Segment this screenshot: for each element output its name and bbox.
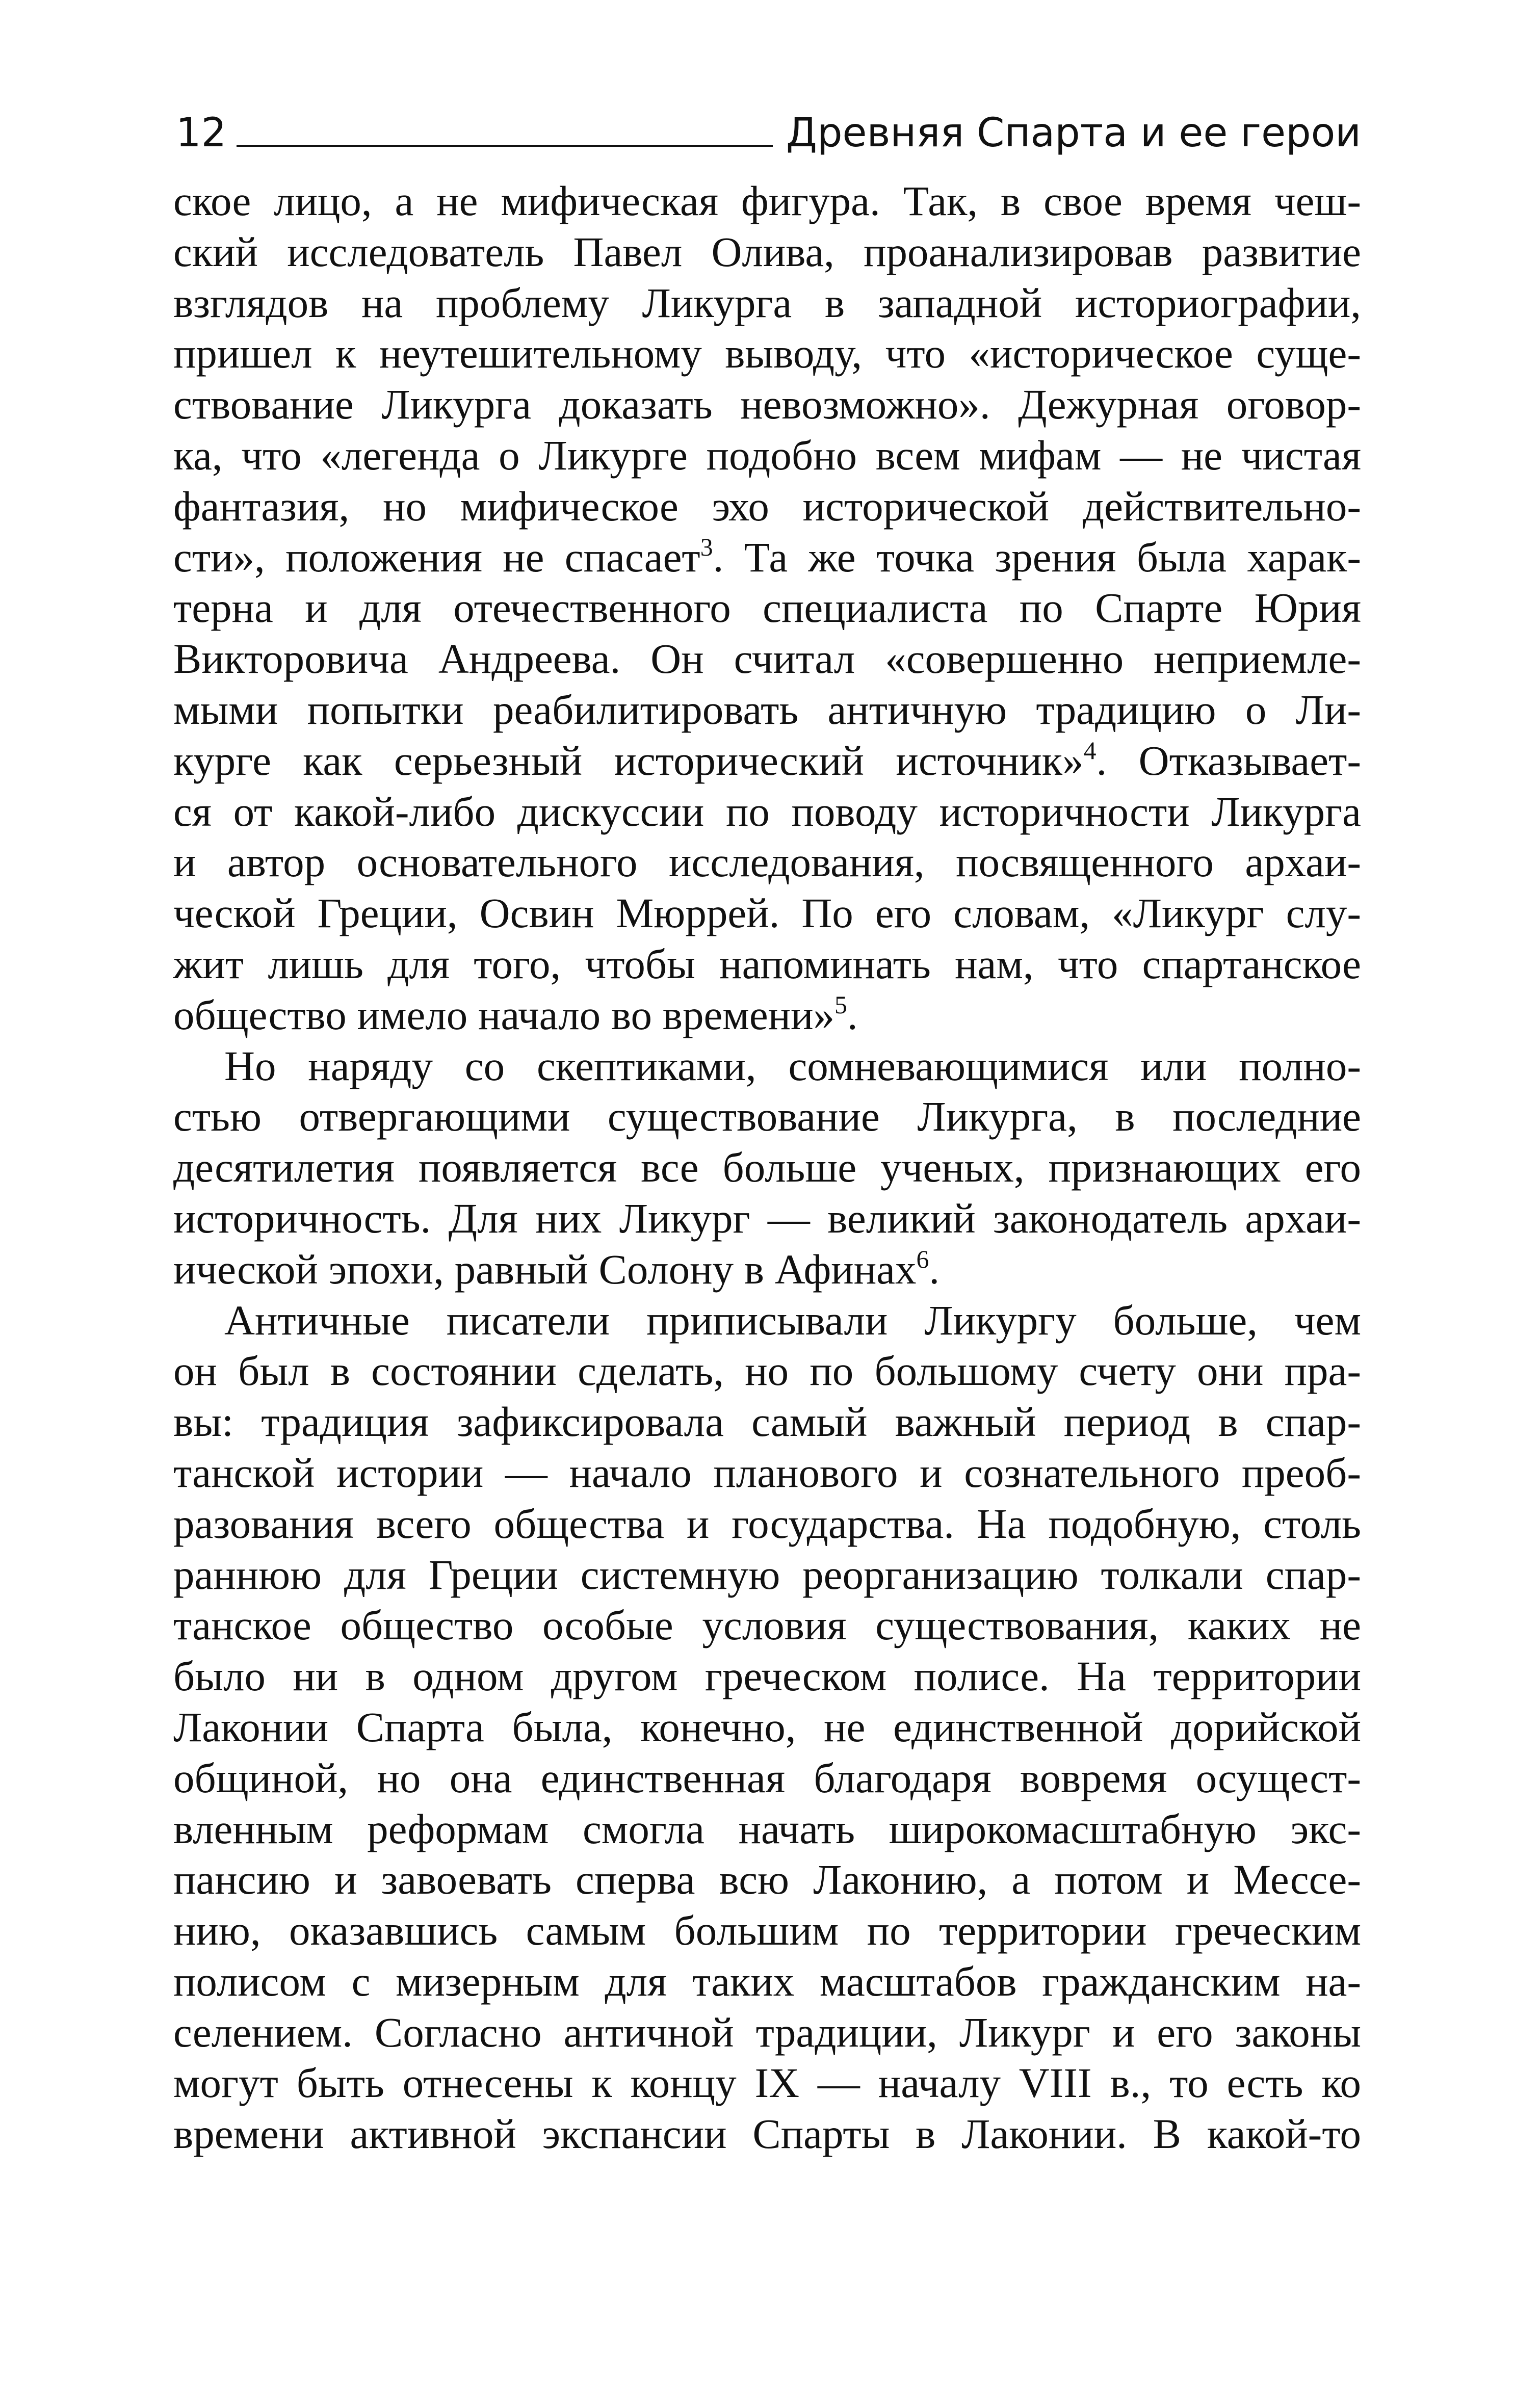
text-line	[173, 1499, 1361, 1550]
line-text: ское лицо, а не мифическая фигура. Так, в свое время чеш-	[173, 177, 1361, 224]
text-line	[173, 634, 1361, 685]
footnote-ref: 3	[700, 533, 713, 561]
line-text: пансию и завоевать сперва всю Лаконию, а потом и Мессе-	[173, 1856, 1361, 1903]
text-line	[173, 1854, 1361, 1905]
text-line	[173, 1956, 1361, 2007]
line-text: Но наряду со скептиками, сомневающимися или полно-	[224, 1042, 1361, 1089]
line-text: разования всего общества и государства. На подобную, столь	[173, 1500, 1361, 1547]
line-text: он был в состоянии сделать, но по большому счету они пра-	[173, 1347, 1361, 1395]
text-line	[173, 1142, 1361, 1193]
text-line	[173, 1448, 1361, 1499]
text-line	[173, 1397, 1361, 1448]
line-text: танской истории — начало планового и сознательного преоб-	[173, 1449, 1361, 1496]
text-line	[173, 2058, 1361, 2109]
line-text-continued: . Та же точка зрения была харак-	[713, 533, 1362, 581]
line-text: селением. Согласно античной традиции, Ликург и его законы	[173, 2008, 1361, 2056]
text-line	[173, 1702, 1361, 1753]
text-line	[173, 328, 1361, 379]
line-text: десятилетия появляется все больше ученых, признающих его	[173, 1144, 1361, 1191]
line-text-continued: . Отказывает-	[1096, 737, 1362, 784]
text-line	[173, 787, 1361, 837]
running-title: Древняя Спарта и ее герои	[786, 110, 1361, 156]
text-line	[173, 278, 1361, 329]
line-text: общиной, но она единственная благодаря вовремя осущест-	[173, 1754, 1361, 1801]
text-line	[173, 1905, 1361, 1956]
line-text: ствование Ликурга доказать невозможно». Дежурная оговор-	[173, 381, 1361, 428]
text-line	[173, 1600, 1361, 1651]
text-line	[173, 481, 1361, 532]
text-line	[173, 736, 1361, 787]
text-line	[173, 1651, 1361, 1702]
text-line	[173, 1753, 1361, 1804]
text-line	[173, 2007, 1361, 2058]
line-text: ческой Греции, Освин Мюррей. По его словам, «Ликург слу-	[173, 889, 1361, 937]
text-line	[173, 2109, 1361, 2160]
line-text: раннюю для Греции системную реорганизацию толкали спар-	[173, 1551, 1361, 1598]
text-line	[173, 1041, 1361, 1092]
text-line	[173, 837, 1361, 888]
text-line	[173, 990, 1361, 1041]
line-text: ка, что «легенда о Ликурге подобно всем мифам — не чистая	[173, 431, 1361, 479]
line-text: времени активной экспансии Спарты в Лаконии. В какой-то	[173, 2110, 1361, 2158]
line-text-continued: .	[847, 991, 858, 1038]
page-number: 12	[176, 110, 227, 156]
text-line	[173, 583, 1361, 634]
text-line	[173, 379, 1361, 430]
line-text: полисом с мизерным для таких масштабов гражданским на-	[173, 1957, 1361, 2005]
footnote-ref: 4	[1083, 736, 1097, 765]
line-text: пришел к неутешительному выводу, что «историческое суще-	[173, 330, 1361, 377]
line-text: и автор основательного исследования, посвященного архаи-	[173, 839, 1361, 886]
running-header	[176, 102, 1361, 156]
line-text: танское общество особые условия существования, каких не	[173, 1602, 1361, 1649]
text-line	[173, 176, 1361, 227]
text-line	[173, 430, 1361, 481]
header-rule	[237, 145, 773, 147]
line-text: ической эпохи, равный Солону в Афинах	[173, 1245, 917, 1293]
text-line	[173, 1193, 1361, 1244]
text-line	[173, 1091, 1361, 1142]
line-text: Лаконии Спарта была, конечно, не единственной дорийской	[173, 1703, 1361, 1750]
line-text: историчность. Для них Ликург — великий законодатель архаи-	[173, 1194, 1361, 1242]
line-text: жит лишь для того, чтобы напоминать нам, что спартанское	[173, 940, 1361, 987]
text-line	[173, 1346, 1361, 1397]
line-text: ся от какой-либо дискуссии по поводу историчности Ликурга	[173, 788, 1361, 835]
text-line	[173, 1295, 1361, 1346]
text-line	[173, 1804, 1361, 1855]
line-text-continued: .	[929, 1245, 940, 1293]
line-text: Античные писатели приписывали Ликургу больше, чем	[224, 1296, 1361, 1344]
footnote-ref: 5	[834, 990, 847, 1019]
line-text: нию, оказавшись самым большим по территории греческим	[173, 1907, 1361, 1954]
footnote-ref: 6	[916, 1245, 929, 1273]
line-text: было ни в одном другом греческом полисе. На территории	[173, 1653, 1361, 1700]
text-line	[173, 532, 1361, 583]
line-text: могут быть отнесены к концу IX — началу VIII в., то есть ко	[173, 2059, 1361, 2107]
line-text: ский исследователь Павел Олива, проанализировав развитие	[173, 228, 1361, 275]
line-text: терна и для отечественного специалиста по Спарте Юрия	[173, 584, 1361, 632]
text-line	[173, 888, 1361, 939]
text-line	[173, 1550, 1361, 1601]
line-text: вы: традиция зафиксировала самый важный период в спар-	[173, 1398, 1361, 1446]
line-text: мыми попытки реабилитировать античную традицию о Ли-	[173, 686, 1361, 733]
text-line	[173, 1244, 1361, 1295]
line-text: общество имело начало во времени»	[173, 991, 834, 1038]
line-text: Викторовича Андреева. Он считал «совершенно неприемле-	[173, 635, 1361, 683]
line-text: вленным реформам смогла начать широкомасштабную экс-	[173, 1805, 1361, 1852]
text-line	[173, 685, 1361, 736]
line-text: стью отвергающими существование Ликурга, в последние	[173, 1093, 1361, 1140]
line-text: взглядов на проблему Ликурга в западной историографии,	[173, 279, 1361, 326]
line-text: курге как серьезный исторический источник»	[173, 737, 1084, 784]
text-line	[173, 227, 1361, 278]
line-text: сти», положения не спасает	[173, 533, 700, 581]
body-text	[173, 176, 1361, 2160]
text-line	[173, 939, 1361, 990]
line-text: фантазия, но мифическое эхо исторической действительно-	[173, 482, 1361, 530]
